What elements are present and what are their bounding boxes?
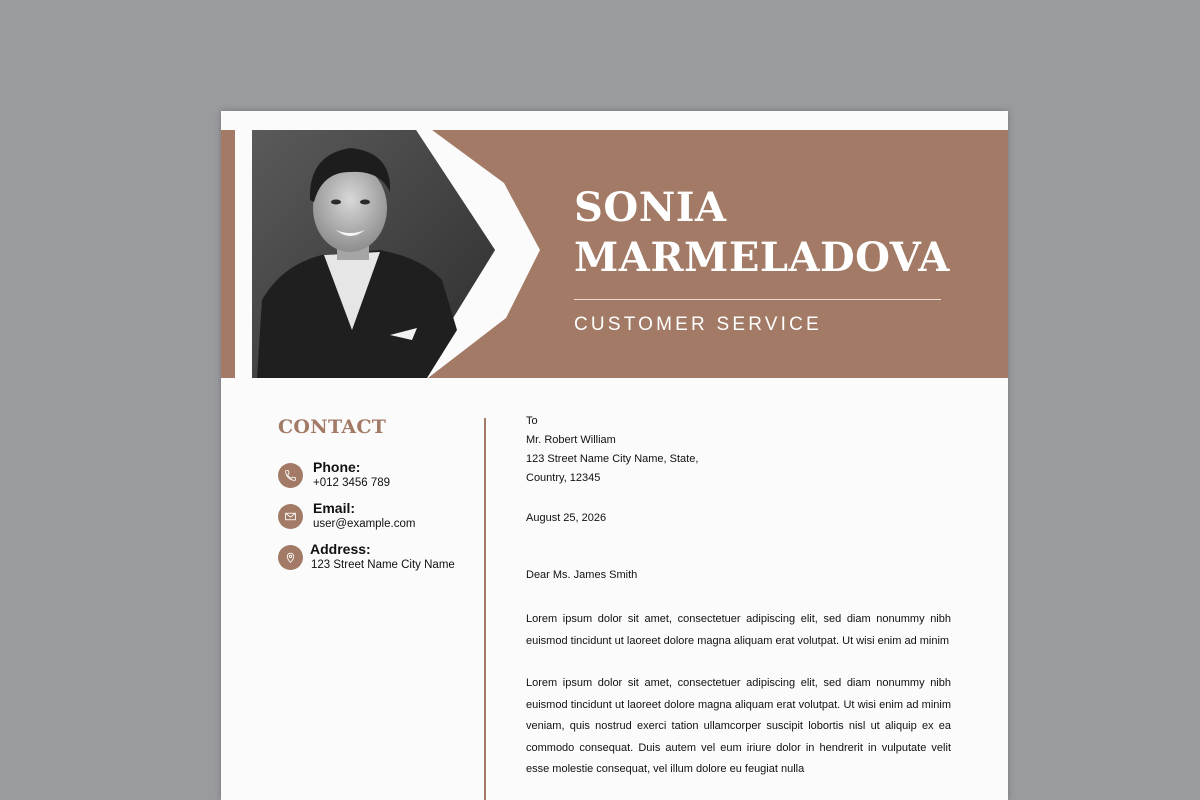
phone-label: Phone: <box>313 459 361 475</box>
recipient-line: To <box>526 415 538 427</box>
salutation: Dear Ms. James Smith <box>526 569 638 581</box>
phone-icon <box>278 463 303 488</box>
paragraph: Lorem ipsum dolor sit amet, consectetuer adipiscing elit, sed diam nonummy nibh euismod tincidunt ut laoreet dolore magna aliquam erat volutpat. Ut wisi enim ad minim <box>526 613 951 647</box>
email-label: Email: <box>313 500 356 516</box>
profile-photo <box>252 130 582 378</box>
job-title: CUSTOMER SERVICE <box>574 314 822 335</box>
location-pin-icon <box>278 545 303 570</box>
column-divider <box>484 418 486 800</box>
recipient-line: Country, 12345 <box>526 472 601 484</box>
contact-heading: CONTACT <box>278 416 387 438</box>
address-label: Address: <box>310 541 371 557</box>
email-value: user@example.com <box>313 518 416 530</box>
header-left-stripe <box>235 130 252 378</box>
letter-date: August 25, 2026 <box>526 512 607 524</box>
recipient-block <box>526 412 951 488</box>
address-value: 123 Street Name City Name <box>311 559 455 571</box>
candidate-name <box>574 183 954 283</box>
phone-value: +012 3456 789 <box>313 477 391 489</box>
paragraph: Lorem ipsum dolor sit amet, consectetuer adipiscing elit, sed diam nonummy nibh euismod tincidunt ut laoreet dolore magna aliquam erat volutpat. Ut wisi enim ad minim veniam, quis nostrud exerci tation ullamcorper suscipit lobortis nisl ut aliquip ex ea commodo consequat. Duis autem vel eum iriure dolor in hendrerit in vulputate velit esse molestie consequat, vel illum dolore eu feugiat nulla <box>526 677 951 775</box>
recipient-line: Mr. Robert William <box>526 434 616 446</box>
name-divider <box>574 299 941 300</box>
resume-sheet <box>221 111 1008 800</box>
letter-body <box>526 412 951 775</box>
mail-icon <box>278 504 303 529</box>
first-name: SONIA <box>574 184 727 231</box>
recipient-line: 123 Street Name City Name, State, <box>526 453 699 465</box>
last-name: MARMELADOVA <box>574 234 950 281</box>
